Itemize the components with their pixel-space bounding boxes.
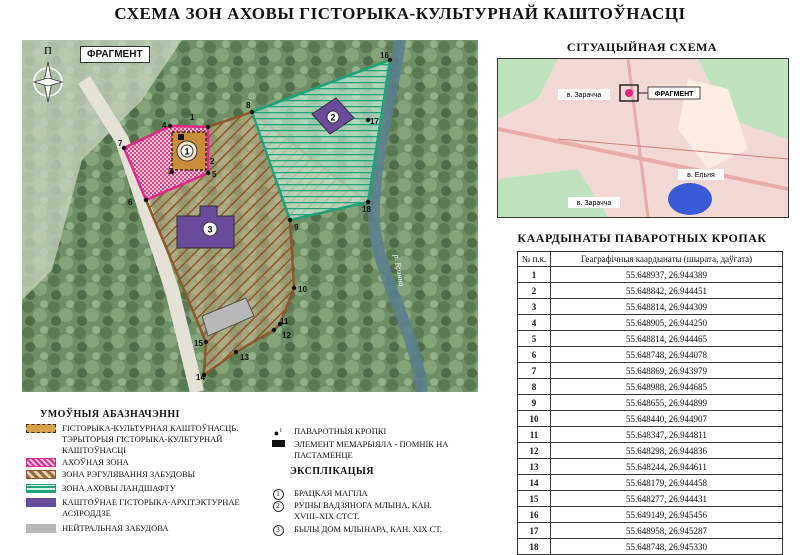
monument-swatch bbox=[26, 424, 56, 433]
coords-header-coord: Геаграфічныя каардынаты (шырата, даўгата) bbox=[551, 252, 783, 267]
coords-row bbox=[518, 475, 783, 491]
explication-item-3: 3 БЫЛЫ ДОМ МЛЫНАРА, КАН. XIX СТ. bbox=[270, 524, 442, 536]
svg-text:2: 2 bbox=[210, 157, 215, 166]
coords-row bbox=[518, 523, 783, 539]
coords-row bbox=[518, 299, 783, 315]
landscape-swatch bbox=[26, 484, 56, 493]
coords-row-value: 55.648869, 26.943979 bbox=[551, 363, 783, 379]
coords-row-num: 18 bbox=[518, 539, 551, 555]
coords-row bbox=[518, 283, 783, 299]
svg-text:5: 5 bbox=[212, 170, 217, 179]
coords-row-num: 7 bbox=[518, 363, 551, 379]
svg-text:8: 8 bbox=[246, 101, 251, 110]
place-label-2: в. Ельня bbox=[687, 172, 715, 179]
coords-row bbox=[518, 443, 783, 459]
memorial-symbol bbox=[270, 439, 286, 450]
coords-row bbox=[518, 539, 783, 555]
svg-text:9: 9 bbox=[294, 223, 299, 232]
protection-swatch bbox=[26, 458, 56, 467]
coords-row-value: 55.648440, 26.944907 bbox=[551, 411, 783, 427]
situational-title: СІТУАЦЫЙНАЯ СХЕМА bbox=[566, 40, 718, 54]
legend-item-points: ●$^1$ ПАВАРОТНЫЯ КРОПКІ bbox=[270, 426, 386, 439]
coords-row-num: 6 bbox=[518, 347, 551, 363]
svg-text:14: 14 bbox=[196, 373, 205, 382]
coords-row-num: 13 bbox=[518, 459, 551, 475]
north-label: П bbox=[44, 45, 52, 57]
svg-text:17: 17 bbox=[370, 117, 379, 126]
coords-row-value: 55.648748, 26.945330 bbox=[551, 539, 783, 555]
coords-row bbox=[518, 395, 783, 411]
explication-item-2: 2 РУІНЫ ВАДЗЯНОГА МЛЫНА, КАН. XVIII–XIX СТСТ. bbox=[270, 500, 450, 522]
coords-row bbox=[518, 491, 783, 507]
coords-row bbox=[518, 411, 783, 427]
coords-title: КААРДЫНАТЫ ПАВАРОТНЫХ КРОПАК bbox=[517, 231, 767, 245]
main-map[interactable] bbox=[22, 40, 478, 392]
coords-row bbox=[518, 507, 783, 523]
coords-row bbox=[518, 363, 783, 379]
coords-row-value: 55.648905, 26.944250 bbox=[551, 315, 783, 331]
svg-text:10: 10 bbox=[298, 285, 307, 294]
coords-row-value: 55.648277, 26.944431 bbox=[551, 491, 783, 507]
legend-item-valuable: КАШТОЎНАЕ ГІСТОРЫКА-АРХІТЭКТУРНАЕ АСЯРОДДЗЕ bbox=[26, 497, 246, 519]
legend-item-regulation: ЗОНА РЭГУЛЯВАННЯ ЗАБУДОВЫ bbox=[26, 469, 195, 480]
coords-row-value: 55.648937, 26.944389 bbox=[551, 267, 783, 283]
coords-row bbox=[518, 427, 783, 443]
coords-header-num: № п.к. bbox=[518, 252, 551, 267]
coords-row bbox=[518, 347, 783, 363]
coords-row-num: 10 bbox=[518, 411, 551, 427]
coords-row-num: 12 bbox=[518, 443, 551, 459]
legend-title: УМОЎНЫЯ АБАЗНАЧЭННІ bbox=[40, 409, 180, 420]
valuable-swatch bbox=[26, 498, 56, 507]
coords-row-num: 4 bbox=[518, 315, 551, 331]
svg-text:15: 15 bbox=[194, 339, 203, 348]
coords-row-num: 9 bbox=[518, 395, 551, 411]
river-label: р. Брэнна bbox=[392, 253, 407, 287]
coords-row-value: 55.648244, 26.944611 bbox=[551, 459, 783, 475]
point-symbol: ●$^1$ bbox=[273, 428, 283, 438]
coords-row-num: 11 bbox=[518, 427, 551, 443]
svg-text:6: 6 bbox=[128, 198, 133, 207]
coords-row-num: 14 bbox=[518, 475, 551, 491]
svg-text:3: 3 bbox=[168, 167, 173, 176]
map-label-1: 1 bbox=[184, 146, 190, 157]
place-label-3: в. Зарачча bbox=[576, 200, 612, 207]
svg-text:11: 11 bbox=[280, 317, 289, 326]
memorial-element bbox=[178, 134, 184, 140]
svg-text:1: 1 bbox=[190, 113, 195, 122]
svg-text:12: 12 bbox=[282, 331, 291, 340]
coords-row bbox=[518, 331, 783, 347]
coords-row bbox=[518, 267, 783, 283]
coords-row-num: 1 bbox=[518, 267, 551, 283]
coords-row-value: 55.648298, 26.944836 bbox=[551, 443, 783, 459]
coords-row-num: 8 bbox=[518, 379, 551, 395]
svg-text:13: 13 bbox=[240, 353, 249, 362]
map-label-3: 3 bbox=[207, 224, 213, 235]
coords-row-value: 55.648958, 26.945287 bbox=[551, 523, 783, 539]
svg-text:4: 4 bbox=[162, 121, 167, 130]
coords-row-value: 55.649149, 26.945456 bbox=[551, 507, 783, 523]
situational-map[interactable] bbox=[497, 58, 789, 218]
legend-item-neutral: НЕЙТРАЛЬНАЯ ЗАБУДОВА bbox=[26, 523, 169, 534]
sit-fragment-label: ФРАГМЕНТ bbox=[654, 91, 694, 98]
legend-item-landscape: ЗОНА АХОВЫ ЛАНДШАФТУ bbox=[26, 483, 176, 494]
legend-item-monument: ГІСТОРЫКА-КУЛЬТУРНАЯ КАШТОЎНАСЦЬ. ТЭРЫТОРЫЯ ГІСТОРЫКА-КУЛЬТУРНАЙ КАШТОЎНАСЦІ bbox=[26, 423, 246, 456]
coords-row-num: 3 bbox=[518, 299, 551, 315]
coords-row-num: 17 bbox=[518, 523, 551, 539]
coords-row-num: 15 bbox=[518, 491, 551, 507]
coords-row-value: 55.648347, 26.944811 bbox=[551, 427, 783, 443]
coords-row-value: 55.648655, 26.944899 bbox=[551, 395, 783, 411]
coords-row-value: 55.648988, 26.944685 bbox=[551, 379, 783, 395]
page-title: СХЕМА ЗОН АХОВЫ ГІСТОРЫКА-КУЛЬТУРНАЙ КАШТОЎНАСЦІ bbox=[114, 4, 686, 23]
coords-row-num: 5 bbox=[518, 331, 551, 347]
explication-title: ЭКСПЛІКАЦЫЯ bbox=[290, 466, 374, 477]
map-label-2: 2 bbox=[330, 112, 336, 123]
place-label-1: в. Зарачча bbox=[566, 92, 602, 99]
explication-item-1: 1 БРАЦКАЯ МАГІЛА bbox=[270, 488, 368, 500]
fragment-label: ФРАГМЕНТ bbox=[80, 46, 150, 63]
legend-item-memorial: ЭЛЕМЕНТ МЕМАРЫЯЛА - ПОМНІК НА ПАСТАМЕНЦЕ bbox=[270, 439, 470, 461]
neutral-swatch bbox=[26, 524, 56, 533]
north-arrow bbox=[28, 44, 68, 110]
svg-text:7: 7 bbox=[118, 139, 123, 148]
map-canvas bbox=[22, 40, 478, 392]
coords-row-value: 55.648748, 26.944078 bbox=[551, 347, 783, 363]
svg-text:16: 16 bbox=[380, 51, 389, 60]
coords-row-value: 55.648842, 26.944451 bbox=[551, 283, 783, 299]
coords-row-value: 55.648814, 26.944309 bbox=[551, 299, 783, 315]
coords-row-num: 2 bbox=[518, 283, 551, 299]
coords-table bbox=[517, 251, 783, 555]
svg-text:18: 18 bbox=[362, 205, 371, 214]
coords-row-num: 16 bbox=[518, 507, 551, 523]
legend-item-protection: АХОЎНАЯ ЗОНА bbox=[26, 457, 129, 468]
coords-row bbox=[518, 459, 783, 475]
coords-row-value: 55.648179, 26.944458 bbox=[551, 475, 783, 491]
coords-row bbox=[518, 379, 783, 395]
regulation-swatch bbox=[26, 470, 56, 479]
coords-row-value: 55.648814, 26.944465 bbox=[551, 331, 783, 347]
coords-row bbox=[518, 315, 783, 331]
